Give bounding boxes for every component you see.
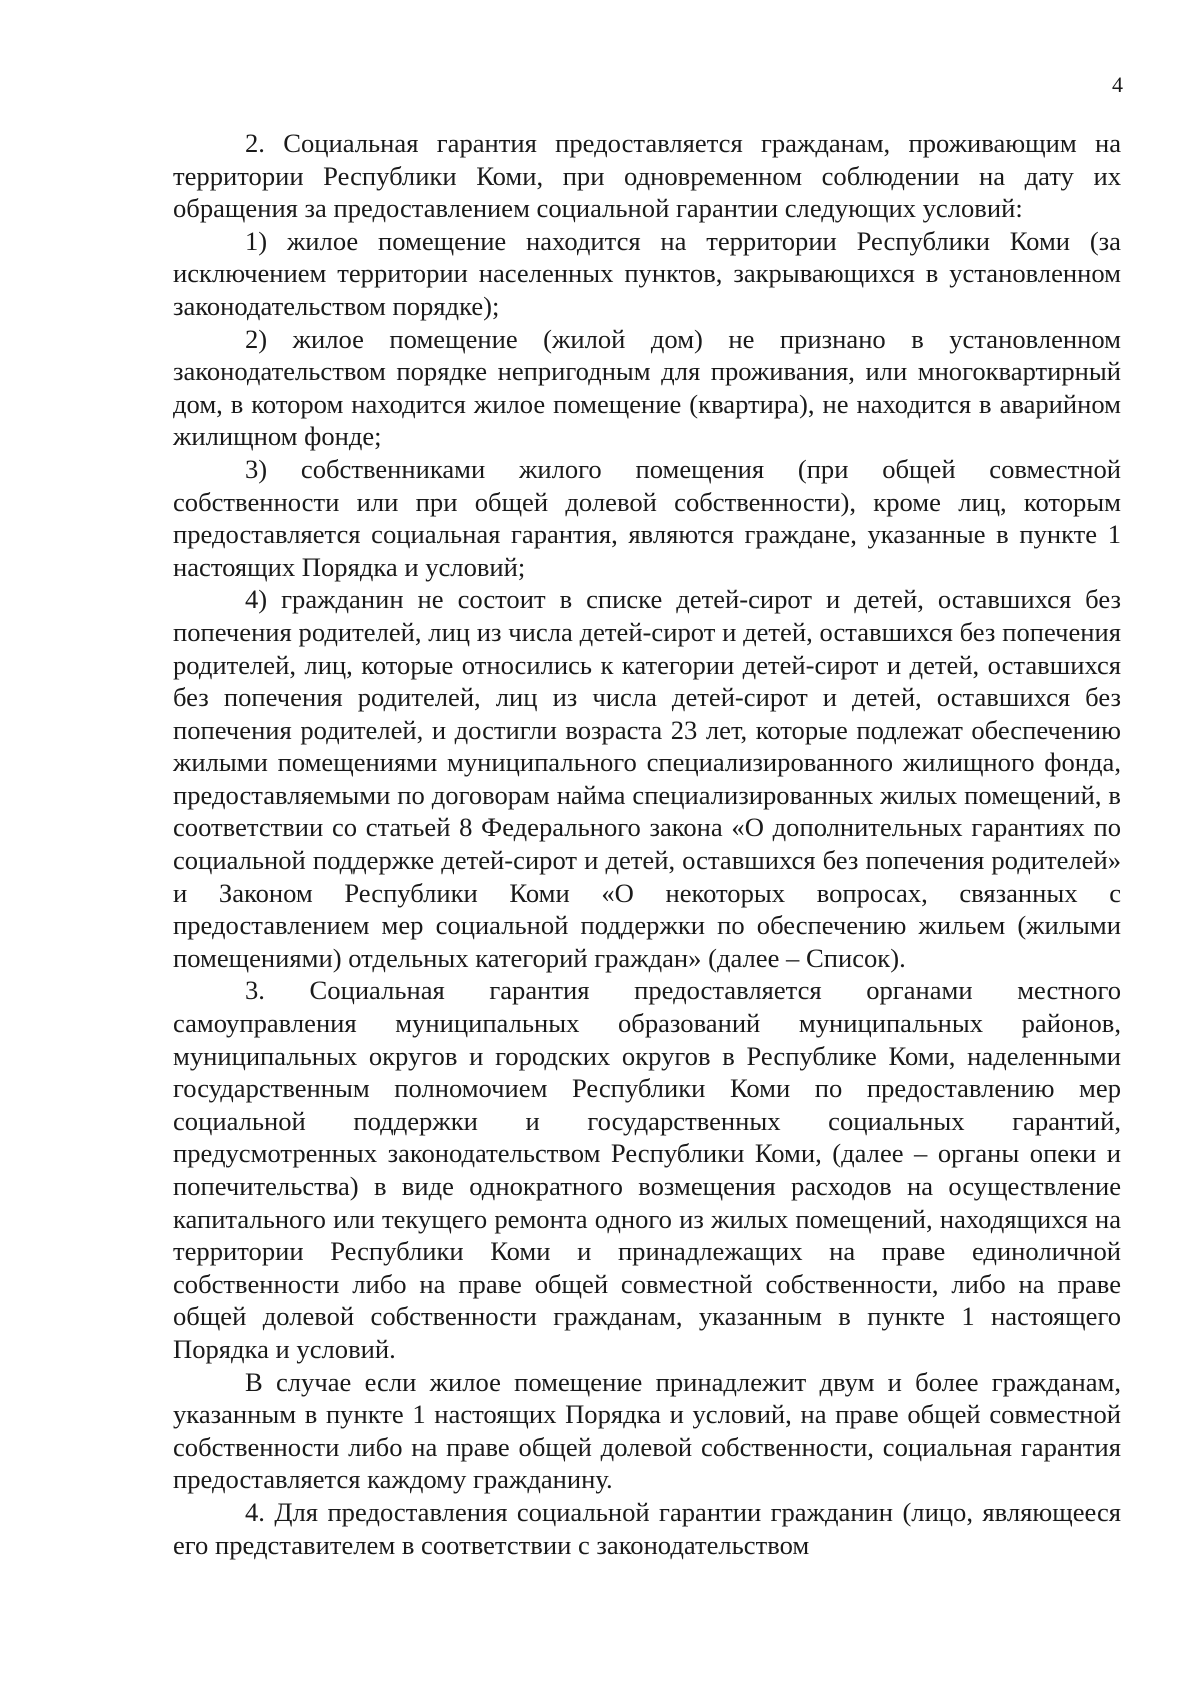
paragraph-item-3-continuation: В случае если жилое помещение принадлежит двум и более гражданам, указанным в пункте 1 настоящих Порядка и условий, на праве общей совместной собственности либо на праве общей долевой собственности, социальная гарантия предоставляется каждому гражданину. — [173, 1366, 1121, 1495]
paragraph-subitem-4: 4) гражданин не состоит в списке детей-сирот и детей, оставшихся без попечения родителей, лиц из числа детей-сирот и детей, оставшихся без попечения родителей, лиц, которые относились к категории детей-сирот и детей, оставшихся без попечения родителей, лиц из числа детей-сирот и детей, оставшихся без попечения родителей, и достигли возраста 23 лет, которые подлежат обеспечению жилыми помещениями муниципального специализированного жилищного фонда, предоставляемыми по договорам найма специализированных жилых помещений, в соответствии со статьей 8 Федерального закона «О дополнительных гарантиях по социальной поддержке детей-сирот и детей, оставшихся без попечения родителей» и Законом Республики Коми «О некоторых вопросах, связанных с предоставлением мер социальной поддержки по обеспечению жильем (жилыми помещениями) отдельных категорий граждан» (далее – Список). — [173, 584, 1121, 973]
document-body — [173, 127, 1121, 1561]
paragraph-subitem-3: 3) собственниками жилого помещения (при общей совместной собственности или при общей долевой собственности), кроме лиц, которым предоставляется социальная гарантия, являются граждане, указанные в пункте 1 настоящих Порядка и условий; — [173, 453, 1121, 582]
page-number: 4 — [1112, 72, 1123, 97]
paragraph-item-2: 2. Социальная гарантия предоставляется гражданам, проживающим на территории Республики Коми, при одновременном соблюдении на дату их обращения за предоставлением социальной гарантии следующих условий: — [173, 128, 1121, 224]
paragraph-subitem-1: 1) жилое помещение находится на территории Республики Коми (за исключением территории населенных пунктов, закрывающихся в установленном законодательством порядке); — [173, 225, 1121, 321]
paragraph-item-4: 4. Для предоставления социальной гарантии гражданин (лицо, являющееся его представителем в соответствии с законодательством — [173, 1496, 1121, 1560]
paragraph-subitem-2: 2) жилое помещение (жилой дом) не признано в установленном законодательством порядке непригодным для проживания, или многоквартирный дом, в котором находится жилое помещение (квартира), не находится в аварийном жилищном фонде; — [173, 323, 1121, 452]
paragraph-item-3: 3. Социальная гарантия предоставляется органами местного самоуправления муниципальных образований муниципальных районов, муниципальных округов и городских округов в Республике Коми, наделенными государственным полномочием Республики Коми по предоставлению мер социальной поддержки и государственных социальных гарантий, предусмотренных законодательством Республики Коми, (далее – органы опеки и попечительства) в виде однократного возмещения расходов на осуществление капитального или текущего ремонта одного из жилых помещений, находящихся на территории Республики Коми и принадлежащих на праве единоличной собственности либо на праве общей совместной собственности, либо на праве общей долевой собственности гражданам, указанным в пункте 1 настоящего Порядка и условий. — [173, 975, 1121, 1364]
